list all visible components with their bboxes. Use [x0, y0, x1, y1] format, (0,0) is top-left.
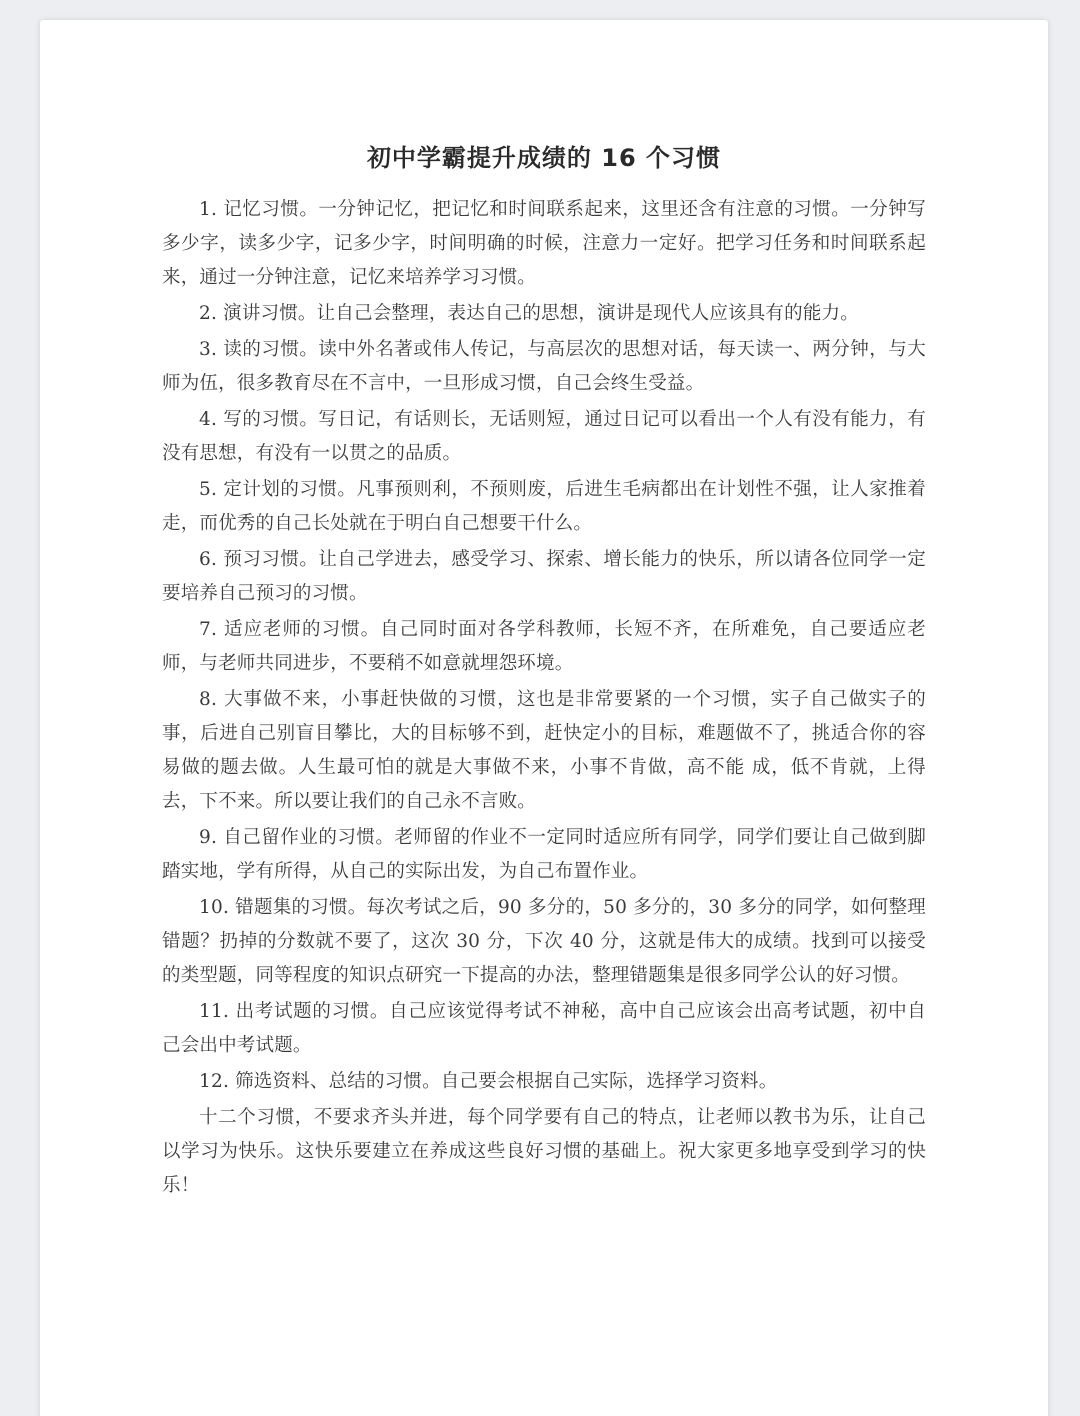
paragraph-3: 3. 读的习惯。读中外名著或伟人传记，与高层次的思想对话，每天读一、两分钟，与大师为伍，很多教育尽在不言中，一旦形成习惯，自己会终生受益。	[162, 339, 926, 394]
paragraph-6: 6. 预习习惯。让自己学进去，感受学习、探索、增长能力的快乐，所以请各位同学一定要培养自己预习的习惯。	[162, 549, 926, 604]
paragraph-7: 7. 适应老师的习惯。自己同时面对各学科教师，长短不齐，在所难免，自己要适应老师，与老师共同进步，不要稍不如意就埋怨环境。	[162, 619, 926, 674]
paragraph-10: 10. 错题集的习惯。每次考试之后，90 多分的，50 多分的，30 多分的同学，如何整理错题？扔掉的分数就不要了，这次 30 分，下次 40 分，这就是伟大的成绩。找到可以接受的类型题，同等程度的知识点研究一下提高的办法，整理错题集是很多同学公认的好习惯。	[162, 897, 926, 986]
paragraph-12: 12. 筛选资料、总结的习惯。自己要会根据自己实际，选择学习资料。	[199, 1071, 778, 1092]
closing-paragraph: 十二个习惯，不要求齐头并进，每个同学要有自己的特点，让老师以教书为乐，让自己以学习为快乐。这快乐要建立在养成这些良好习惯的基础上。祝大家更多地享受到学习的快乐！	[162, 1107, 926, 1196]
paragraph-4: 4. 写的习惯。写日记，有话则长，无话则短，通过日记可以看出一个人有没有能力，有没有思想，有没有一以贯之的品质。	[162, 409, 926, 464]
paragraph-11: 11. 出考试题的习惯。自己应该觉得考试不神秘，高中自己应该会出高考试题，初中自己会出中考试题。	[162, 1001, 926, 1056]
paragraph-5: 5. 定计划的习惯。凡事预则利，不预则废，后进生毛病都出在计划性不强，让人家推着走，而优秀的自己长处就在于明白自己想要干什么。	[162, 479, 926, 534]
paragraph-2: 2. 演讲习惯。让自己会整理，表达自己的思想，演讲是现代人应该具有的能力。	[199, 303, 859, 324]
document-page	[40, 20, 1048, 1416]
paragraph-1: 1. 记忆习惯。一分钟记忆，把记忆和时间联系起来，这里还含有注意的习惯。一分钟写多少字，读多少字，记多少字，时间明确的时候，注意力一定好。把学习任务和时间联系起来，通过一分钟注意，记忆来培养学习习惯。	[162, 199, 926, 288]
document-content	[162, 138, 926, 1205]
paragraph-8: 8. 大事做不来，小事赶快做的习惯，这也是非常要紧的一个习惯，实子自己做实子的事，后进自己别盲目攀比，大的目标够不到，赶快定小的目标，难题做不了，挑适合你的容易做的题去做。人生最可怕的就是大事做不来，小事不肯做，高不能 成，低不肯就，上得去，下不来。所以要让我们的自己永不言败。	[162, 689, 926, 812]
document-title: 初中学霸提升成绩的 16 个习惯	[366, 144, 722, 172]
paragraph-9: 9. 自己留作业的习惯。老师留的作业不一定同时适应所有同学，同学们要让自己做到脚踏实地，学有所得，从自己的实际出发，为自己布置作业。	[162, 827, 926, 882]
